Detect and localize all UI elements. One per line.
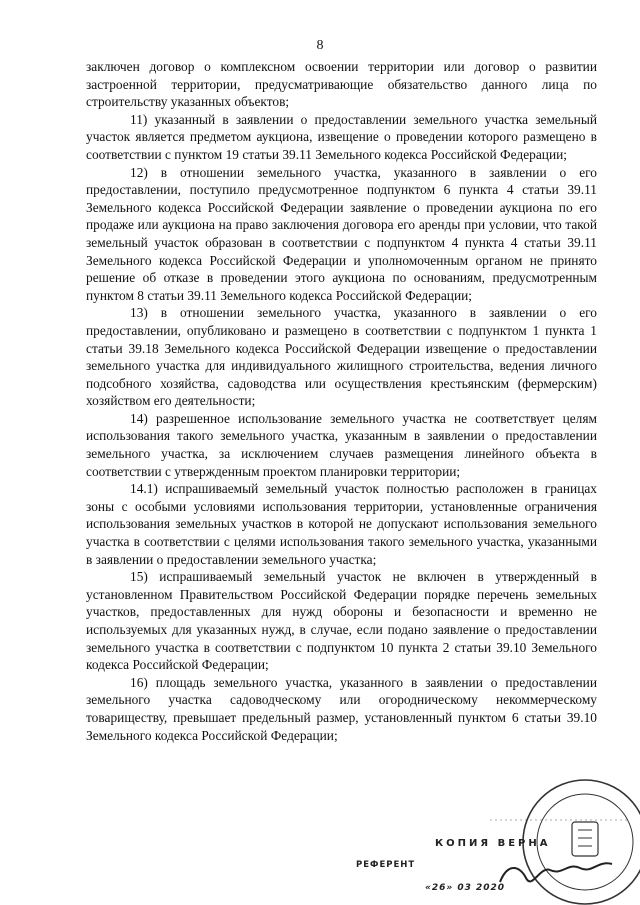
- paragraph-item-13: 13) в отношении земельного участка, указанного в заявлении о его предоставлении, опубликовано и размещено в соответствии с подпунктом 1 пункта 1 статьи 39.18 Земельного кодекса Российской Федерации извещение о предоставлении земельного участка для индивидуального жилищного строительства, ведения личного подсобного хозяйства, садоводства или осуществления крестьянским (фермерским) хозяйством его деятельности;: [86, 305, 597, 409]
- copy-verified-label: КОПИЯ ВЕРНА: [435, 838, 551, 849]
- document-body: [86, 58, 597, 744]
- paragraph-item-16: 16) площадь земельного участка, указанного в заявлении о предоставлении земельного участка садоводческому или огородническому некоммерческому товариществу, превышает предельный размер, установленный пунктом 6 статьи 39.10 Земельного кодекса Российской Федерации;: [86, 674, 597, 743]
- stamp-date: «26» 03 2020: [425, 883, 506, 893]
- referent-label: РЕФЕРЕНТ: [356, 860, 416, 870]
- paragraph-item-12: 12) в отношении земельного участка, указанного в заявлении о его предоставлении, поступило предусмотренное подпунктом 6 пункта 4 статьи 39.11 Земельного кодекса Российской Федерации заявление о проведении аукциона по его продаже или аукциона на право заключения договора его аренды при условии, что такой земельный участок образован в соответствии с подпунктом 4 пункта 4 статьи 39.11 Земельного кодекса Российской Федерации и уполномоченным органом не принято решение об отказе в проведении этого аукциона по основаниям, предусмотренным пунктом 8 статьи 39.11 Земельного кодекса Российской Федерации;: [86, 164, 597, 303]
- paragraph-continuation: заключен договор о комплексном освоении территории или договор о развитии застроенной территории, предусматривающие обязательство данного лица по строительству указанных объектов;: [86, 59, 597, 110]
- paragraph-item-14-1: 14.1) испрашиваемый земельный участок полностью расположен в границах зоны с особыми условиями использования территории, установленные ограничения использования земельных участков в которой не допускают использования земельного участка в соответствии с целями использования такого земельного участка, указанными в заявлении о предоставлении земельного участка;: [86, 481, 597, 567]
- paragraph-item-15: 15) испрашиваемый земельный участок не включен в утвержденный в установленном Правительством Российской Федерации порядке перечень земельных участков, предоставленных для нужд обороны и безопасности и временно не используемых для указанных нужд, в случае, если подано заявление о предоставлении земельного участка в соответствии с подпунктом 10 пункта 2 статьи 39.10 Земельного кодекса Российской Федерации;: [86, 569, 597, 673]
- paragraph-item-11: 11) указанный в заявлении о предоставлении земельного участка земельный участок является предметом аукциона, извещение о проведении которого размещено в соответствии с пунктом 19 статьи 39.11 Земельного кодекса Российской Федерации;: [86, 111, 597, 162]
- certification-stamp: [356, 770, 640, 905]
- paragraph-item-14: 14) разрешенное использование земельного участка не соответствует целям использования такого земельного участка, указанным в заявлении о предоставлении земельного участка, за исключением случаев размещения линейного объекта в соответствии с утвержденным проектом планировки территории;: [86, 410, 597, 479]
- page-number: 8: [316, 38, 324, 53]
